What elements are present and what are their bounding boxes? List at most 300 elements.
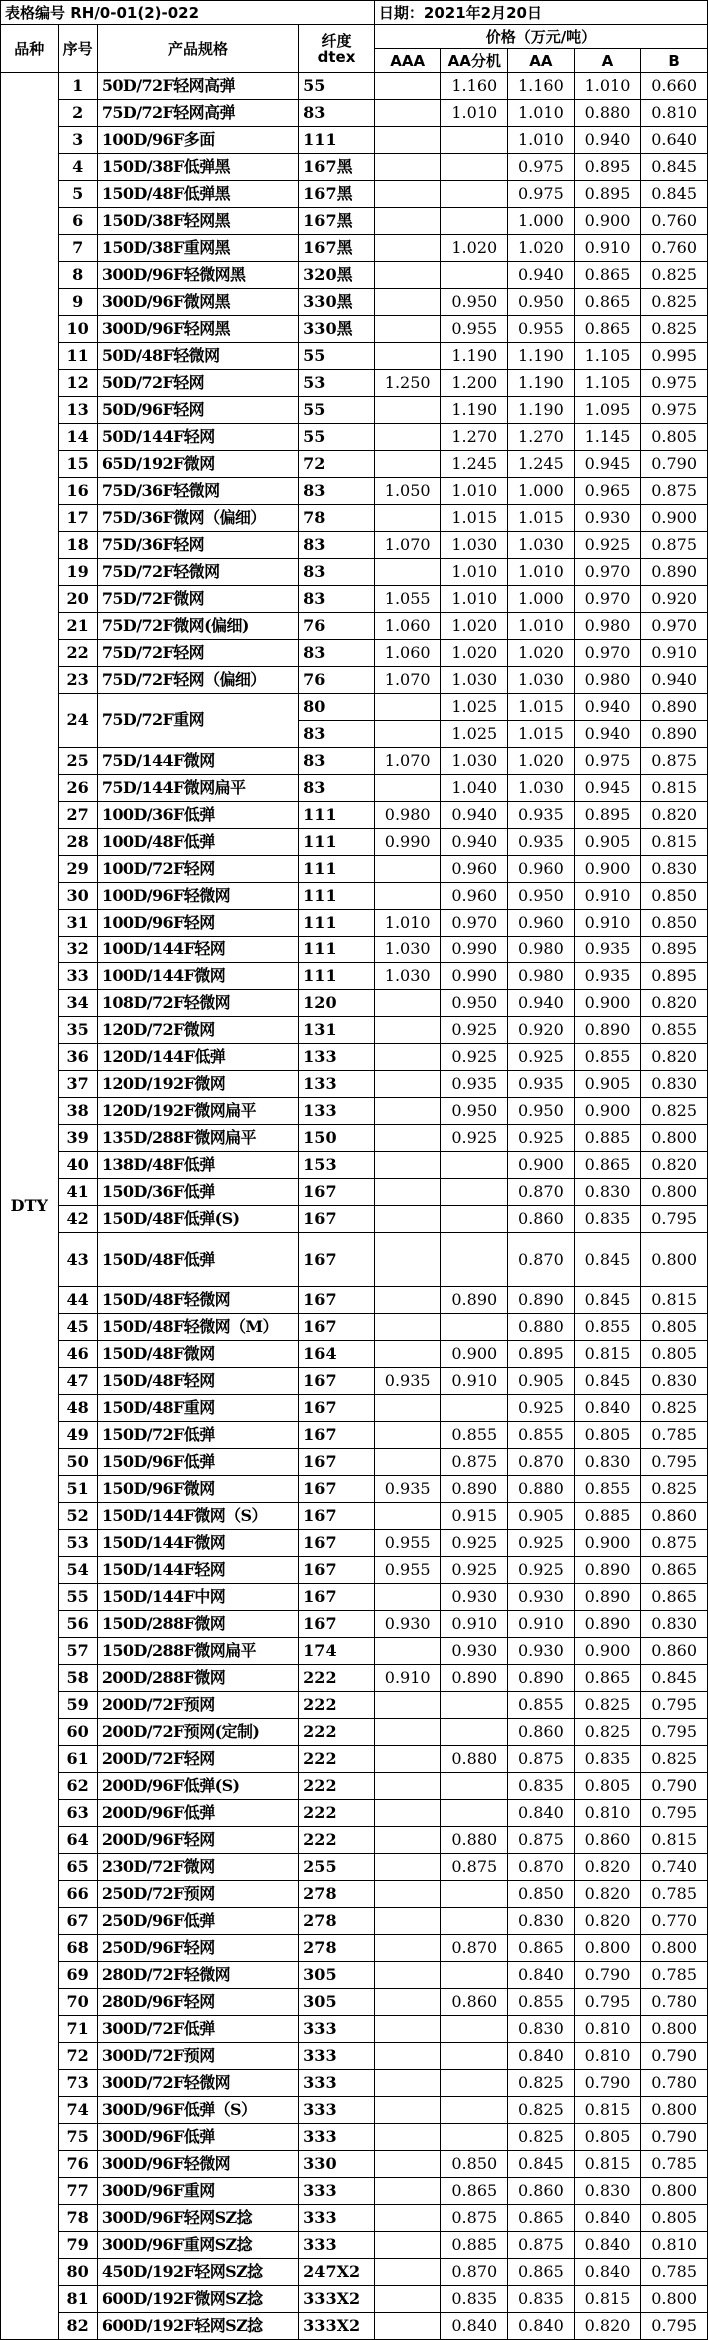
table-row xyxy=(1,99,708,126)
price-aaa xyxy=(374,423,441,450)
row-number: 49 xyxy=(58,1422,97,1449)
price-a: 0.925 xyxy=(574,531,641,558)
price-aa-sub: 1.030 xyxy=(441,666,508,693)
price-aaa xyxy=(374,99,441,126)
price-b: 0.790 xyxy=(641,1773,708,1800)
price-a: 0.805 xyxy=(574,1422,641,1449)
col-header-aaa: AAA xyxy=(374,49,441,73)
price-aa-sub: 1.025 xyxy=(441,720,508,747)
form-code: 表格编号 RH/0-01(2)-022 xyxy=(1,1,375,25)
table-row xyxy=(1,666,708,693)
price-a: 0.815 xyxy=(574,2285,641,2312)
price-b: 0.995 xyxy=(641,342,708,369)
price-b: 0.895 xyxy=(641,963,708,990)
price-aaa xyxy=(374,315,441,342)
row-number: 41 xyxy=(58,1179,97,1206)
table-row xyxy=(1,1880,708,1907)
fiber-dtex: 174 xyxy=(299,1638,375,1665)
fiber-dtex: 167 xyxy=(299,1314,375,1341)
product-spec: 300D/72F低弹 xyxy=(97,2015,298,2042)
row-number: 27 xyxy=(58,801,97,828)
table-row xyxy=(1,126,708,153)
table-row xyxy=(1,1719,708,1746)
table-row xyxy=(1,2123,708,2150)
fiber-dtex: 167 xyxy=(299,1206,375,1233)
price-a: 0.840 xyxy=(574,2204,641,2231)
price-aa: 0.955 xyxy=(508,315,575,342)
table-row xyxy=(1,1449,708,1476)
product-spec: 150D/288F微网 xyxy=(97,1611,298,1638)
row-number: 19 xyxy=(58,558,97,585)
price-aa-sub: 0.910 xyxy=(441,1368,508,1395)
table-row xyxy=(1,747,708,774)
price-a: 0.900 xyxy=(574,1638,641,1665)
price-a: 0.835 xyxy=(574,1206,641,1233)
price-b: 0.795 xyxy=(641,2312,708,2339)
price-aaa xyxy=(374,1233,441,1287)
price-b: 0.890 xyxy=(641,693,708,720)
fiber-dtex: 55 xyxy=(299,396,375,423)
table-row xyxy=(1,1125,708,1152)
fiber-dtex: 222 xyxy=(299,1800,375,1827)
product-spec: 75D/144F微网 xyxy=(97,747,298,774)
product-spec: 300D/96F微网黑 xyxy=(97,288,298,315)
table-row xyxy=(1,1287,708,1314)
table-row xyxy=(1,1476,708,1503)
price-a: 0.865 xyxy=(574,1665,641,1692)
price-b: 0.830 xyxy=(641,855,708,882)
product-spec: 108D/72F轻微网 xyxy=(97,990,298,1017)
row-number: 15 xyxy=(58,450,97,477)
table-row xyxy=(1,828,708,855)
price-b: 0.790 xyxy=(641,450,708,477)
fiber-dtex: 167 xyxy=(299,1503,375,1530)
price-aa: 1.000 xyxy=(508,585,575,612)
fiber-dtex: 83 xyxy=(299,531,375,558)
table-row xyxy=(1,963,708,990)
product-spec: 75D/72F轻微网 xyxy=(97,558,298,585)
price-aa: 0.855 xyxy=(508,1692,575,1719)
price-aaa xyxy=(374,774,441,801)
price-a: 0.940 xyxy=(574,126,641,153)
price-a: 0.840 xyxy=(574,1395,641,1422)
price-a: 1.010 xyxy=(574,73,641,100)
price-aa: 0.975 xyxy=(508,153,575,180)
product-spec: 75D/72F轻网 xyxy=(97,639,298,666)
product-spec: 120D/192F微网扁平 xyxy=(97,1098,298,1125)
row-number: 40 xyxy=(58,1152,97,1179)
price-aa-sub: 0.865 xyxy=(441,2177,508,2204)
product-spec: 150D/144F中网 xyxy=(97,1584,298,1611)
row-number: 18 xyxy=(58,531,97,558)
price-a: 0.855 xyxy=(574,1044,641,1071)
price-a: 1.145 xyxy=(574,423,641,450)
row-number: 56 xyxy=(58,1611,97,1638)
product-spec: 75D/36F轻微网 xyxy=(97,477,298,504)
table-row xyxy=(1,1557,708,1584)
fiber-dtex: 111 xyxy=(299,855,375,882)
price-aaa xyxy=(374,1071,441,1098)
price-aa: 1.020 xyxy=(508,747,575,774)
row-number: 77 xyxy=(58,2177,97,2204)
price-b: 0.850 xyxy=(641,909,708,936)
price-b: 0.800 xyxy=(641,2015,708,2042)
table-row xyxy=(1,801,708,828)
price-b: 0.910 xyxy=(641,639,708,666)
product-spec: 150D/144F微网 xyxy=(97,1530,298,1557)
price-b: 0.975 xyxy=(641,396,708,423)
price-aaa xyxy=(374,1692,441,1719)
price-b: 0.790 xyxy=(641,2123,708,2150)
price-aa: 1.015 xyxy=(508,504,575,531)
price-a: 0.830 xyxy=(574,1179,641,1206)
price-aaa xyxy=(374,1341,441,1368)
fiber-dtex: 333 xyxy=(299,2177,375,2204)
price-aaa xyxy=(374,2258,441,2285)
row-number: 70 xyxy=(58,1988,97,2015)
price-aa: 0.855 xyxy=(508,1422,575,1449)
price-b: 0.845 xyxy=(641,180,708,207)
fiber-dtex: 278 xyxy=(299,1907,375,1934)
row-number: 13 xyxy=(58,396,97,423)
price-aa-sub: 0.875 xyxy=(441,1853,508,1880)
row-number: 32 xyxy=(58,936,97,963)
fiber-dtex: 111 xyxy=(299,828,375,855)
table-row xyxy=(1,261,708,288)
price-aa-sub xyxy=(441,1179,508,1206)
price-a: 0.900 xyxy=(574,990,641,1017)
price-aa: 0.920 xyxy=(508,1017,575,1044)
price-aa: 0.950 xyxy=(508,288,575,315)
price-aa-sub xyxy=(441,1961,508,1988)
table-row xyxy=(1,423,708,450)
col-header-a: A xyxy=(574,49,641,73)
product-spec: 300D/96F低弹 xyxy=(97,2123,298,2150)
table-row xyxy=(1,2177,708,2204)
fiber-dtex: 167黑 xyxy=(299,207,375,234)
col-header-fiber: 纤度 dtex xyxy=(299,25,375,73)
price-aa: 0.855 xyxy=(508,1988,575,2015)
price-aa: 0.935 xyxy=(508,828,575,855)
price-b: 0.795 xyxy=(641,1449,708,1476)
product-spec: 280D/96F轻网 xyxy=(97,1988,298,2015)
price-a: 0.815 xyxy=(574,2150,641,2177)
row-number: 34 xyxy=(58,990,97,1017)
product-spec: 150D/48F低弹黑 xyxy=(97,180,298,207)
product-spec: 300D/96F轻微网 xyxy=(97,2150,298,2177)
price-aa: 0.840 xyxy=(508,1961,575,1988)
price-aa: 1.160 xyxy=(508,73,575,100)
price-aa-sub: 1.200 xyxy=(441,369,508,396)
table-row xyxy=(1,1044,708,1071)
price-aaa xyxy=(374,1395,441,1422)
product-spec: 100D/96F轻网 xyxy=(97,909,298,936)
fiber-dtex: 333 xyxy=(299,2015,375,2042)
col-header-spec: 产品规格 xyxy=(97,25,298,73)
price-aaa xyxy=(374,1422,441,1449)
price-aa: 0.925 xyxy=(508,1125,575,1152)
product-spec: 120D/144F低弹 xyxy=(97,1044,298,1071)
price-aaa xyxy=(374,1314,441,1341)
fiber-dtex: 83 xyxy=(299,558,375,585)
price-aa: 0.925 xyxy=(508,1557,575,1584)
price-aa: 0.980 xyxy=(508,936,575,963)
product-spec: 600D/192F微网SZ捻 xyxy=(97,2285,298,2312)
price-aaa xyxy=(374,1907,441,1934)
price-aa: 0.835 xyxy=(508,2285,575,2312)
price-b: 0.940 xyxy=(641,666,708,693)
category-cell: DTY xyxy=(1,73,59,2340)
price-aaa: 0.990 xyxy=(374,828,441,855)
product-spec: 150D/36F低弹 xyxy=(97,1179,298,1206)
price-b: 0.890 xyxy=(641,558,708,585)
price-a: 0.820 xyxy=(574,2312,641,2339)
price-aaa xyxy=(374,342,441,369)
price-aaa xyxy=(374,1826,441,1853)
price-aa: 0.840 xyxy=(508,1800,575,1827)
price-aa-sub xyxy=(441,1773,508,1800)
row-number: 5 xyxy=(58,180,97,207)
fiber-dtex: 167 xyxy=(299,1476,375,1503)
price-aaa xyxy=(374,1719,441,1746)
price-a: 0.910 xyxy=(574,909,641,936)
price-b: 0.890 xyxy=(641,720,708,747)
product-spec: 300D/96F轻网SZ捻 xyxy=(97,2204,298,2231)
price-b: 0.875 xyxy=(641,747,708,774)
price-aa-sub: 0.950 xyxy=(441,288,508,315)
price-aa-sub: 0.840 xyxy=(441,2312,508,2339)
price-aaa: 1.070 xyxy=(374,666,441,693)
price-aa-sub: 0.970 xyxy=(441,909,508,936)
table-row xyxy=(1,1665,708,1692)
price-b: 0.740 xyxy=(641,1853,708,1880)
price-b: 0.800 xyxy=(641,2096,708,2123)
table-row xyxy=(1,1800,708,1827)
price-b: 0.815 xyxy=(641,1826,708,1853)
fiber-dtex: 167 xyxy=(299,1530,375,1557)
price-aa-sub: 0.855 xyxy=(441,1422,508,1449)
price-a: 0.910 xyxy=(574,234,641,261)
price-b: 0.970 xyxy=(641,612,708,639)
row-number: 1 xyxy=(58,73,97,100)
price-aaa xyxy=(374,2123,441,2150)
price-aa: 0.935 xyxy=(508,1071,575,1098)
price-aaa: 0.930 xyxy=(374,1611,441,1638)
table-row xyxy=(1,1584,708,1611)
price-aa: 1.010 xyxy=(508,612,575,639)
price-aaa xyxy=(374,1746,441,1773)
price-aaa xyxy=(374,1044,441,1071)
price-aaa xyxy=(374,1503,441,1530)
product-spec: 450D/192F轻网SZ捻 xyxy=(97,2258,298,2285)
price-a: 0.890 xyxy=(574,1017,641,1044)
fiber-dtex: 333X2 xyxy=(299,2285,375,2312)
price-a: 0.840 xyxy=(574,2258,641,2285)
price-aa: 0.830 xyxy=(508,2015,575,2042)
product-spec: 150D/96F微网 xyxy=(97,1476,298,1503)
price-b: 0.785 xyxy=(641,1880,708,1907)
price-a: 0.830 xyxy=(574,2177,641,2204)
price-aaa xyxy=(374,2150,441,2177)
price-aa: 0.975 xyxy=(508,180,575,207)
row-number: 38 xyxy=(58,1098,97,1125)
price-b: 0.800 xyxy=(641,1179,708,1206)
price-aa-sub: 0.955 xyxy=(441,315,508,342)
row-number: 51 xyxy=(58,1476,97,1503)
fiber-dtex: 167黑 xyxy=(299,153,375,180)
row-number: 48 xyxy=(58,1395,97,1422)
product-spec: 75D/72F轻网（偏细） xyxy=(97,666,298,693)
table-row xyxy=(1,1314,708,1341)
product-spec: 300D/96F轻网黑 xyxy=(97,315,298,342)
price-aaa xyxy=(374,1125,441,1152)
table-row xyxy=(1,936,708,963)
price-aa: 0.860 xyxy=(508,1206,575,1233)
price-aaa: 1.055 xyxy=(374,585,441,612)
price-aaa xyxy=(374,1584,441,1611)
product-spec: 65D/192F微网 xyxy=(97,450,298,477)
product-spec: 600D/192F轻网SZ捻 xyxy=(97,2312,298,2339)
product-spec: 75D/72F微网(偏细) xyxy=(97,612,298,639)
fiber-dtex: 78 xyxy=(299,504,375,531)
row-number: 61 xyxy=(58,1746,97,1773)
price-aa: 0.825 xyxy=(508,2123,575,2150)
fiber-dtex: 164 xyxy=(299,1341,375,1368)
price-aa: 0.935 xyxy=(508,801,575,828)
fiber-dtex: 222 xyxy=(299,1665,375,1692)
price-aa-sub: 0.910 xyxy=(441,1611,508,1638)
price-a: 1.105 xyxy=(574,342,641,369)
fiber-dtex: 167 xyxy=(299,1422,375,1449)
row-number: 62 xyxy=(58,1773,97,1800)
price-aa-sub: 1.020 xyxy=(441,234,508,261)
price-a: 0.865 xyxy=(574,261,641,288)
price-a: 0.825 xyxy=(574,1719,641,1746)
row-number: 9 xyxy=(58,288,97,315)
price-aa: 0.950 xyxy=(508,882,575,909)
table-row xyxy=(1,504,708,531)
price-b: 0.850 xyxy=(641,882,708,909)
table-row xyxy=(1,2150,708,2177)
price-aa: 1.190 xyxy=(508,369,575,396)
product-spec: 300D/96F重网 xyxy=(97,2177,298,2204)
row-number: 26 xyxy=(58,774,97,801)
price-aaa xyxy=(374,504,441,531)
price-b: 0.825 xyxy=(641,261,708,288)
price-aaa xyxy=(374,2096,441,2123)
price-b: 0.785 xyxy=(641,1422,708,1449)
fiber-dtex: 83 xyxy=(299,747,375,774)
price-aaa xyxy=(374,1449,441,1476)
table-row xyxy=(1,1692,708,1719)
price-aaa xyxy=(374,1179,441,1206)
table-row xyxy=(1,450,708,477)
col-header-seq: 序号 xyxy=(58,25,97,73)
row-number: 67 xyxy=(58,1907,97,1934)
price-aaa xyxy=(374,2015,441,2042)
price-a: 0.865 xyxy=(574,288,641,315)
product-spec: 100D/144F轻网 xyxy=(97,936,298,963)
fiber-dtex: 305 xyxy=(299,1961,375,1988)
table-row xyxy=(1,1611,708,1638)
price-aa: 1.030 xyxy=(508,774,575,801)
price-aaa xyxy=(374,2285,441,2312)
fiber-dtex: 333 xyxy=(299,2204,375,2231)
row-number: 74 xyxy=(58,2096,97,2123)
price-a: 0.800 xyxy=(574,1934,641,1961)
product-spec: 150D/48F轻微网 xyxy=(97,1287,298,1314)
price-b: 0.815 xyxy=(641,774,708,801)
price-b: 0.785 xyxy=(641,2150,708,2177)
row-number: 21 xyxy=(58,612,97,639)
price-a: 0.900 xyxy=(574,1098,641,1125)
price-aa: 0.825 xyxy=(508,2096,575,2123)
price-b: 0.805 xyxy=(641,423,708,450)
fiber-dtex: 83 xyxy=(299,99,375,126)
row-number: 63 xyxy=(58,1800,97,1827)
price-b: 0.875 xyxy=(641,1530,708,1557)
row-number: 60 xyxy=(58,1719,97,1746)
product-spec: 150D/48F轻微网（M） xyxy=(97,1314,298,1341)
table-row xyxy=(1,1071,708,1098)
price-aa: 0.960 xyxy=(508,909,575,936)
price-aa-sub xyxy=(441,1719,508,1746)
price-b: 0.865 xyxy=(641,1584,708,1611)
price-aa-sub: 0.990 xyxy=(441,936,508,963)
price-b: 0.820 xyxy=(641,801,708,828)
product-spec: 200D/72F轻网 xyxy=(97,1746,298,1773)
price-a: 0.815 xyxy=(574,2096,641,2123)
product-spec: 150D/38F轻网黑 xyxy=(97,207,298,234)
price-aaa xyxy=(374,2069,441,2096)
price-a: 0.945 xyxy=(574,774,641,801)
price-aa-sub: 1.040 xyxy=(441,774,508,801)
price-aa: 0.940 xyxy=(508,261,575,288)
fiber-dtex: 330 xyxy=(299,2150,375,2177)
row-number: 24 xyxy=(58,693,97,747)
product-spec: 300D/72F预网 xyxy=(97,2042,298,2069)
row-number: 42 xyxy=(58,1206,97,1233)
fiber-dtex: 83 xyxy=(299,774,375,801)
fiber-dtex: 55 xyxy=(299,73,375,100)
price-b: 0.875 xyxy=(641,477,708,504)
fiber-dtex: 53 xyxy=(299,369,375,396)
price-aa-sub: 0.940 xyxy=(441,801,508,828)
price-aaa xyxy=(374,153,441,180)
price-aa-sub xyxy=(441,126,508,153)
fiber-dtex: 255 xyxy=(299,1853,375,1880)
product-spec: 150D/48F低弹(S) xyxy=(97,1206,298,1233)
fiber-dtex: 131 xyxy=(299,1017,375,1044)
price-aaa: 0.955 xyxy=(374,1530,441,1557)
price-aaa: 1.030 xyxy=(374,963,441,990)
product-spec: 150D/38F重网黑 xyxy=(97,234,298,261)
product-spec: 50D/96F轻网 xyxy=(97,396,298,423)
price-aa-sub: 0.930 xyxy=(441,1638,508,1665)
price-aaa xyxy=(374,207,441,234)
fiber-dtex: 278 xyxy=(299,1880,375,1907)
fiber-dtex: 278 xyxy=(299,1934,375,1961)
price-aaa xyxy=(374,1853,441,1880)
fiber-dtex: 111 xyxy=(299,126,375,153)
product-spec: 75D/36F微网（偏细） xyxy=(97,504,298,531)
price-a: 0.970 xyxy=(574,558,641,585)
price-b: 0.640 xyxy=(641,126,708,153)
table-row xyxy=(1,396,708,423)
price-aaa xyxy=(374,1017,441,1044)
row-number: 47 xyxy=(58,1368,97,1395)
price-b: 0.815 xyxy=(641,828,708,855)
